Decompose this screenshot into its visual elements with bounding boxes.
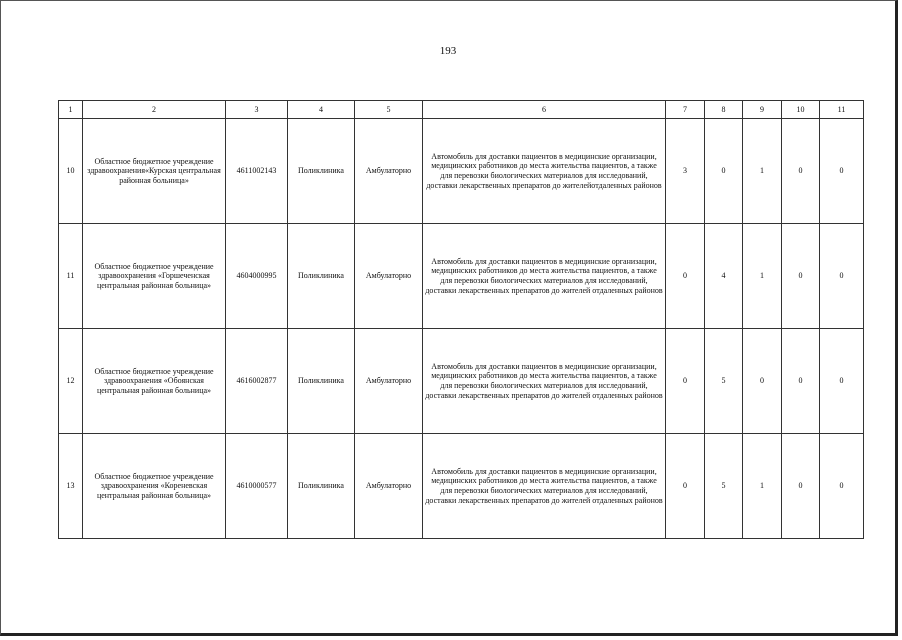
row-number: 12 xyxy=(59,329,83,434)
header-cell: 5 xyxy=(355,101,423,119)
value-cell-9: 1 xyxy=(743,119,782,224)
header-cell: 9 xyxy=(743,101,782,119)
value-cell-8: 5 xyxy=(705,329,743,434)
care-type-cell: Амбулаторно xyxy=(355,224,423,329)
institution-name: Областное бюджетное учреждение здравоохранения «Обоянская центральная районная больница» xyxy=(83,329,226,434)
inn-cell: 4610000577 xyxy=(226,434,288,539)
value-cell-7: 0 xyxy=(666,224,705,329)
value-cell-9: 0 xyxy=(743,329,782,434)
value-cell-8: 4 xyxy=(705,224,743,329)
value-cell-11: 0 xyxy=(820,224,864,329)
inn-cell: 4611002143 xyxy=(226,119,288,224)
row-number: 13 xyxy=(59,434,83,539)
header-cell: 2 xyxy=(83,101,226,119)
unit-cell: Поликлиника xyxy=(288,224,355,329)
value-cell-9: 1 xyxy=(743,434,782,539)
value-cell-10: 0 xyxy=(782,119,820,224)
value-cell-8: 0 xyxy=(705,119,743,224)
table-row xyxy=(59,434,864,539)
value-cell-11: 0 xyxy=(820,434,864,539)
value-cell-11: 0 xyxy=(820,119,864,224)
institution-name: Областное бюджетное учреждение здравоохранения «Горшеченская центральная районная больница» xyxy=(83,224,226,329)
data-table xyxy=(58,100,864,539)
header-cell: 10 xyxy=(782,101,820,119)
header-cell: 8 xyxy=(705,101,743,119)
care-type-cell: Амбулаторно xyxy=(355,119,423,224)
description-cell: Автомобиль для доставки пациентов в медицинские организации, медицинских работников до места жительства пациентов, а также для перевозки биологических материалов для исследований, доставки лекарственных препаратов до жителей отдаленных районов xyxy=(423,224,666,329)
description-cell: Автомобиль для доставки пациентов в медицинские организации, медицинских работников до места жительства пациентов, а также для перевозки биологических материалов для исследований, доставки лекарственных препаратов до жителейотдаленных районов xyxy=(423,119,666,224)
table-header-row xyxy=(59,101,864,119)
value-cell-10: 0 xyxy=(782,224,820,329)
value-cell-10: 0 xyxy=(782,329,820,434)
value-cell-8: 5 xyxy=(705,434,743,539)
institution-name: Областное бюджетное учреждение здравоохранения«Курская центральная районная больница» xyxy=(83,119,226,224)
value-cell-11: 0 xyxy=(820,329,864,434)
inn-cell: 4616002877 xyxy=(226,329,288,434)
header-cell: 11 xyxy=(820,101,864,119)
header-cell: 6 xyxy=(423,101,666,119)
description-cell: Автомобиль для доставки пациентов в медицинские организации, медицинских работников до места жительства пациентов, а также для перевозки биологических материалов для исследований, доставки лекарственных препаратов до жителей отдаленных районов xyxy=(423,329,666,434)
unit-cell: Поликлиника xyxy=(288,434,355,539)
row-number: 11 xyxy=(59,224,83,329)
row-number: 10 xyxy=(59,119,83,224)
unit-cell: Поликлиника xyxy=(288,119,355,224)
header-cell: 3 xyxy=(226,101,288,119)
inn-cell: 4604000995 xyxy=(226,224,288,329)
header-cell: 1 xyxy=(59,101,83,119)
value-cell-7: 3 xyxy=(666,119,705,224)
header-cell: 4 xyxy=(288,101,355,119)
unit-cell: Поликлиника xyxy=(288,329,355,434)
description-cell: Автомобиль для доставки пациентов в медицинские организации, медицинских работников до места жительства пациентов, а также для перевозки биологических материалов для исследований, доставки лекарственных препаратов до жителей отдаленных районов xyxy=(423,434,666,539)
header-cell: 7 xyxy=(666,101,705,119)
care-type-cell: Амбулаторно xyxy=(355,329,423,434)
institution-name: Областное бюджетное учреждение здравоохранения «Кореневская центральная районная больница» xyxy=(83,434,226,539)
table-row xyxy=(59,329,864,434)
care-type-cell: Амбулаторно xyxy=(355,434,423,539)
table-row xyxy=(59,224,864,329)
value-cell-7: 0 xyxy=(666,329,705,434)
value-cell-9: 1 xyxy=(743,224,782,329)
value-cell-10: 0 xyxy=(782,434,820,539)
value-cell-7: 0 xyxy=(666,434,705,539)
page-number: 193 xyxy=(439,45,457,57)
table-row xyxy=(59,119,864,224)
